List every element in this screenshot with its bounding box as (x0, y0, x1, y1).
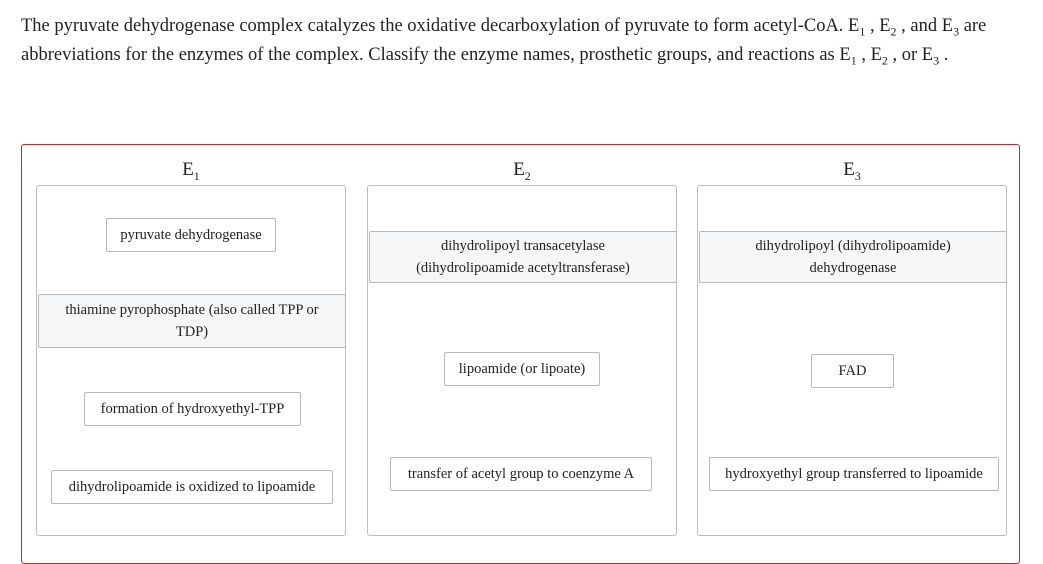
subscript: 2 (890, 24, 897, 39)
column-header-e2: $E_2$ (513, 159, 531, 183)
question-part: are abbreviations for the enzymes of the complex. Classify the enzyme names, prosthetic groups, and reactions as E (21, 16, 987, 65)
answer-chip[interactable]: dihydrolipoyl (dihydrolipoamide) dehydrogenase (699, 231, 1007, 283)
answer-chip[interactable]: thiamine pyrophosphate (also called TPP or TDP) (38, 294, 346, 348)
column-header-e3: $E_3$ (843, 159, 861, 183)
subscript: 3 (953, 24, 960, 39)
answer-chip[interactable]: transfer of acetyl group to coenzyme A (390, 457, 652, 491)
question-part: . (939, 45, 949, 65)
column-header-e1: $E_1$ (182, 159, 200, 183)
classification-panel (21, 144, 1020, 564)
question-part: The pyruvate dehydrogenase complex catalyzes the oxidative decarboxylation of pyruvate to form acetyl-CoA. E (21, 16, 860, 36)
question-part: , E (856, 45, 882, 65)
subscript: 1 (850, 53, 857, 68)
question-part: , and E (896, 16, 954, 36)
answer-chip[interactable]: FAD (811, 354, 894, 388)
answer-chip[interactable]: lipoamide (or lipoate) (444, 352, 600, 386)
question-part: , E (865, 16, 891, 36)
subscript: 3 (933, 53, 940, 68)
question-text (21, 12, 1021, 70)
subscript: 1 (859, 24, 866, 39)
subscript: 2 (881, 53, 888, 68)
drop-zone-e2[interactable] (367, 185, 677, 536)
answer-chip[interactable]: pyruvate dehydrogenase (106, 218, 276, 252)
answer-chip[interactable]: hydroxyethyl group transferred to lipoamide (709, 457, 999, 491)
question-part: , or E (887, 45, 934, 65)
answer-chip[interactable]: formation of hydroxyethyl-TPP (84, 392, 301, 426)
drop-zone-e3[interactable] (697, 185, 1007, 536)
answer-chip[interactable]: dihydrolipoamide is oxidized to lipoamide (51, 470, 333, 504)
answer-chip[interactable]: dihydrolipoyl transacetylase (dihydrolipoamide acetyltransferase) (369, 231, 677, 283)
drop-zone-e1[interactable] (36, 185, 346, 536)
